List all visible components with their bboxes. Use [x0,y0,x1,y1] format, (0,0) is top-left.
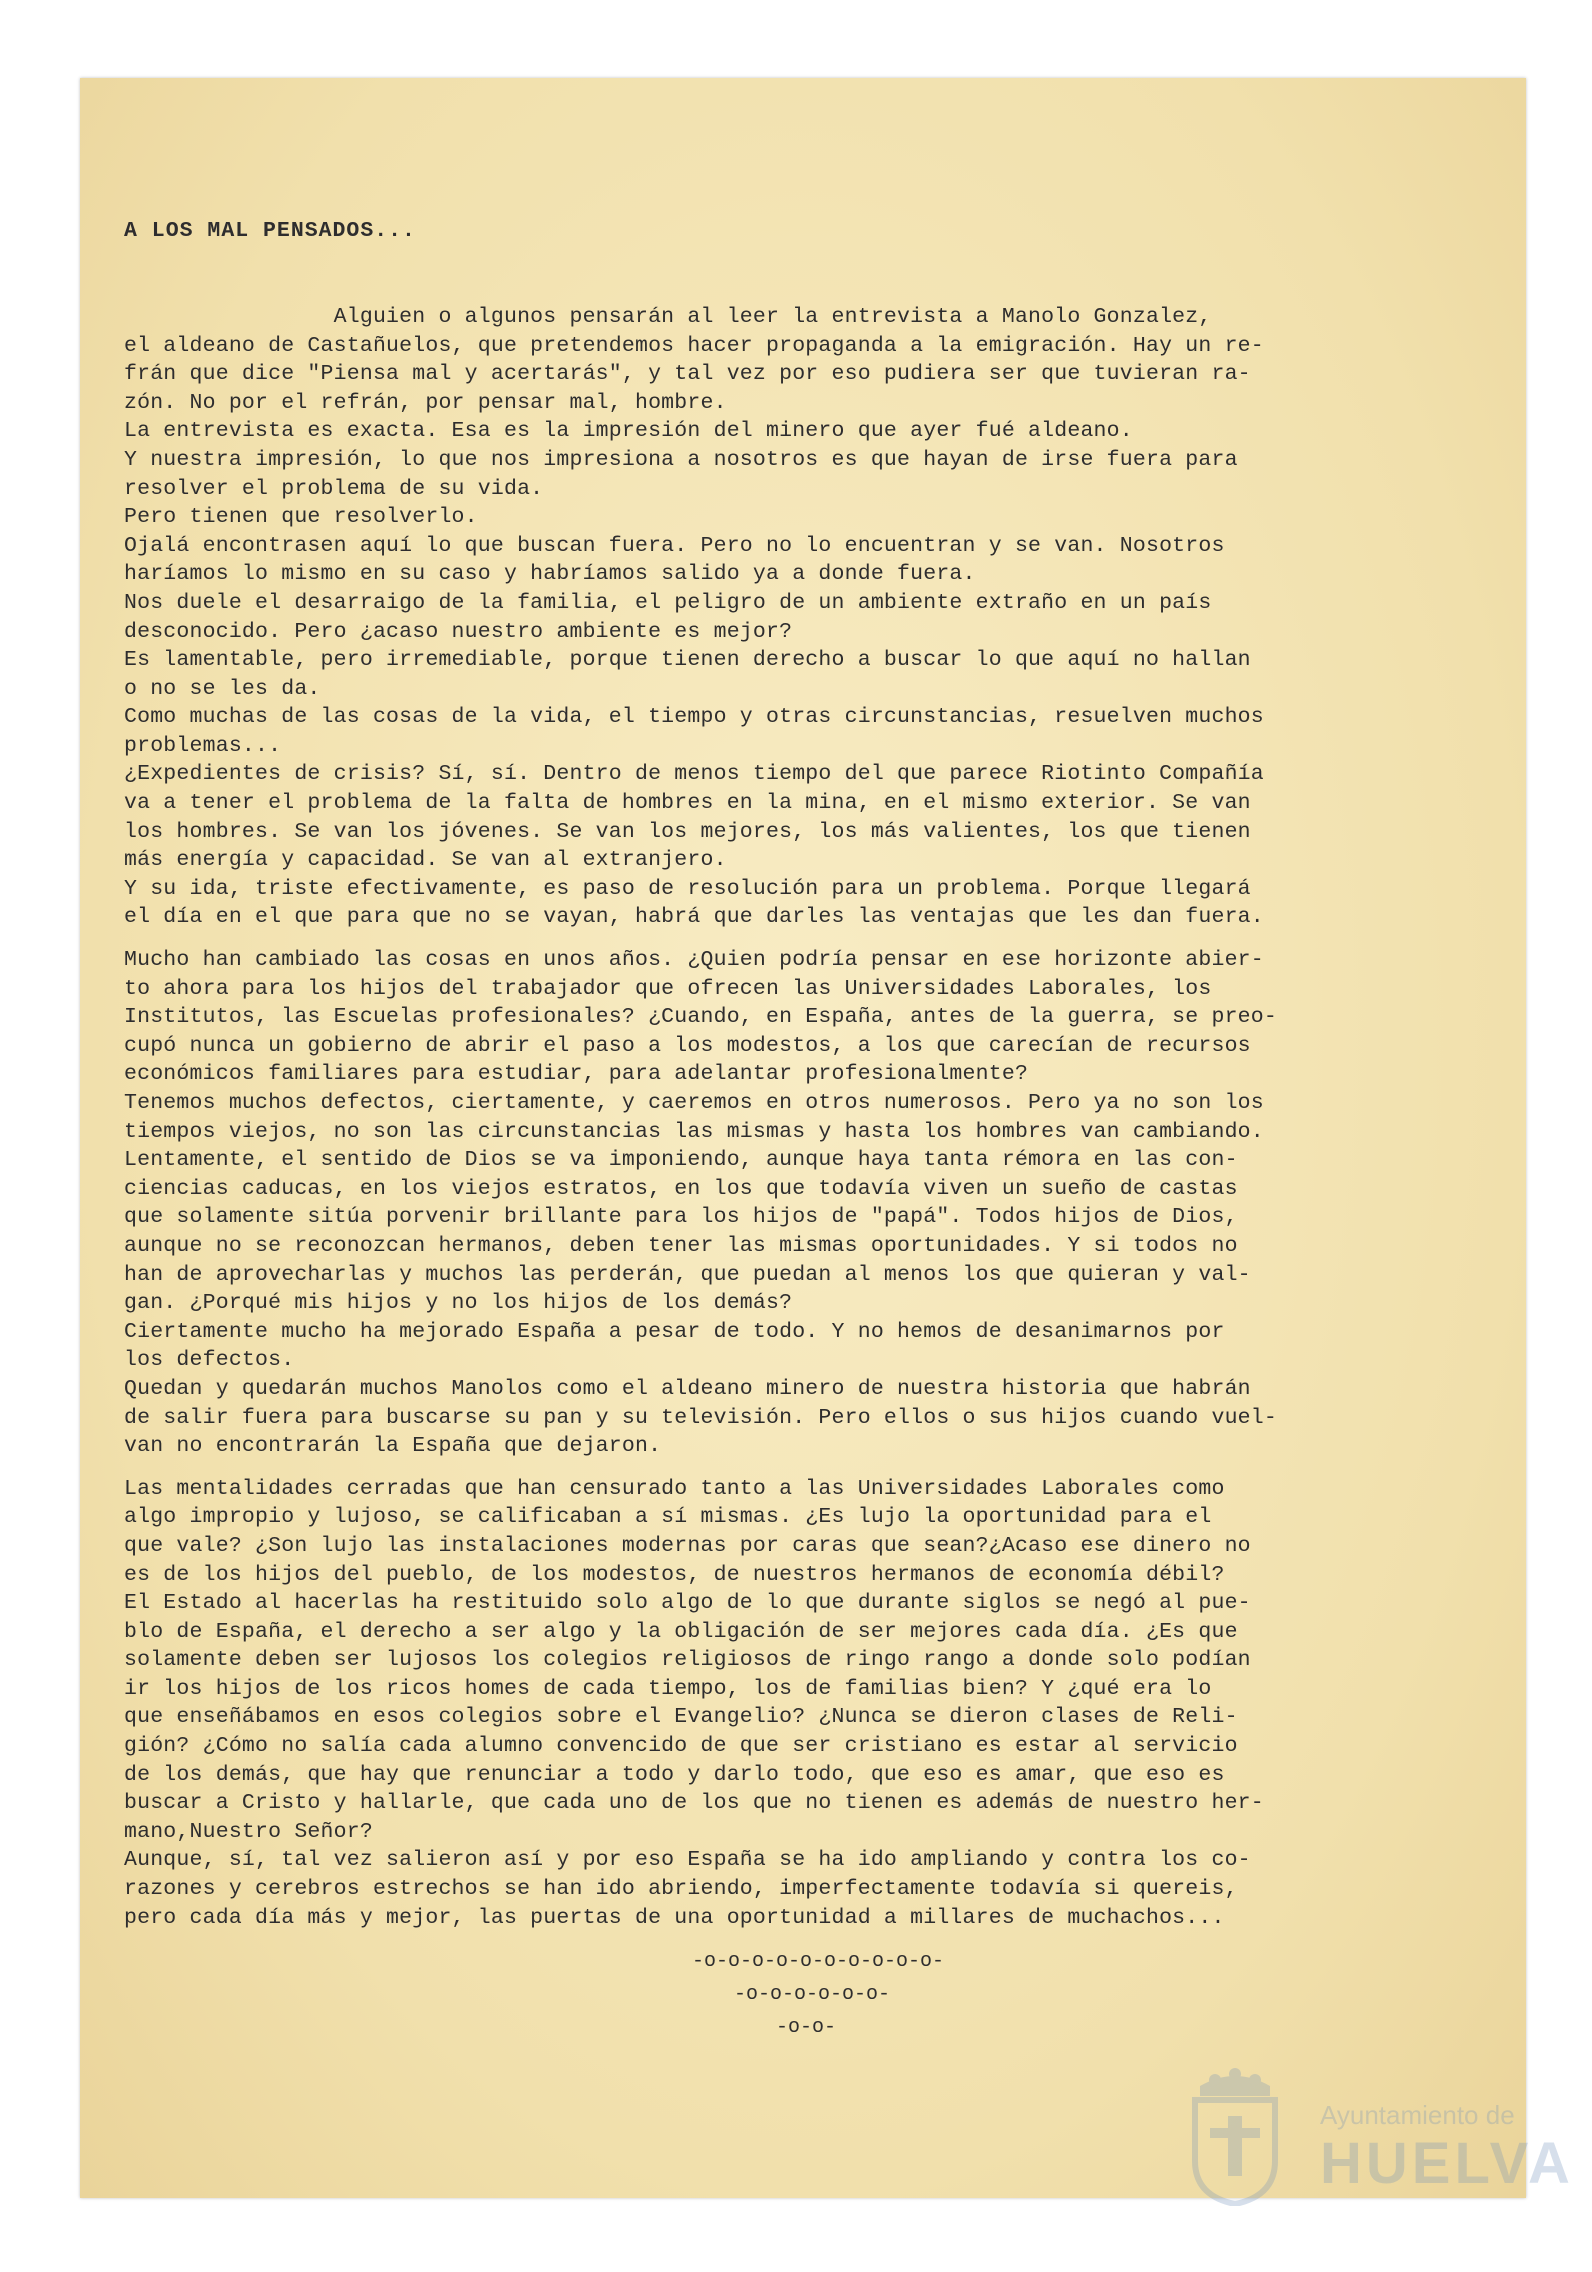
text-line: desconocido. Pero ¿acaso nuestro ambiente es mejor? [124,619,793,644]
text-line: problemas... [124,733,282,758]
text-line: ciencias caducas, en los viejos estratos, en los que todavía viven un sueño de castas [124,1176,1238,1201]
text-line: Pero tienen que resolverlo. [124,505,478,530]
text-line: Alguien o algunos pensarán al leer la entrevista a Manolo Gonzalez, [124,304,1212,329]
text-line: gión? ¿Cómo no salía cada alumno convencido de que ser cristiano es estar al servicio [124,1734,1238,1759]
text-line: mano,Nuestro Señor? [124,1819,373,1844]
text-line: Tenemos muchos defectos, ciertamente, y caeremos en otros numerosos. Pero ya no son los [124,1091,1264,1115]
text-line: solamente deben ser lujosos los colegios religiosos de ringo rango a donde solo podían [124,1648,1251,1673]
text-line: Aunque, sí, tal vez salieron así y por eso España se ha ido ampliando y contra los co- [124,1848,1251,1873]
text-line: Institutos, las Escuelas profesionales? ¿Cuando, en España, antes de la guerra, se preo- [124,1005,1277,1030]
text-line: ir los hijos de los ricos homes de cada tiempo, los de familias bien? Y ¿qué era lo [124,1676,1212,1701]
text-line: ¿Expedientes de crisis? Sí, sí. Dentro de menos tiempo del que parece Riotinto Compañía [124,762,1264,787]
text-line: va a tener el problema de la falta de hombres en la mina, en el mismo exterior. Se van [124,791,1251,816]
text-line: Y su ida, triste efectivamente, es paso de resolución para un problema. Porque llegará [124,876,1251,901]
text-line: buscar a Cristo y hallarle, que cada uno de los que no tienen es además de nuestro her- [124,1791,1264,1816]
watermark-line-1: Ayuntamiento de [1320,2100,1515,2130]
document-title: A LOS MAL PENSADOS... [124,219,416,244]
text-line: zón. No por el refrán, por pensar mal, hombre. [124,390,727,415]
coat-of-arms-icon [1180,2066,1290,2206]
text-line: Es lamentable, pero irremediable, porque tienen derecho a buscar lo que aquí no hallan [124,648,1251,673]
text-line: los defectos. [124,1348,295,1373]
text-line: Las mentalidades cerradas que han censurado tanto a las Universidades Laborales como [124,1476,1225,1501]
text-line: resolver el problema de su vida. [124,476,544,501]
text-line: blo de España, el derecho a ser algo y la obligación de ser mejores cada día. ¿Es que [124,1619,1238,1644]
text-line: Quedan y quedarán muchos Manolos como el aldeano minero de nuestra historia que habrán [124,1376,1251,1401]
text-line: económicos familiares para estudiar, para adelantar profesionalmente? [124,1062,1029,1087]
text-line: cupó nunca un gobierno de abrir el paso a los modestos, a los que carecían de recursos [124,1033,1251,1058]
text-line: que solamente sitúa porvenir brillante para los hijos de "papá". Todos hijos de Dios, [124,1205,1238,1230]
text-line: aunque no se reconozcan hermanos, deben tener las mismas oportunidades. Y si todos no [124,1233,1238,1258]
text-line: los hombres. Se van los jóvenes. Se van los mejores, los más valientes, los que tienen [124,819,1251,844]
text-line: frán que dice "Piensa mal y acertarás", y tal vez por eso pudiera ser que tuvieran ra- [124,362,1251,387]
text-line [124,1461,1424,1475]
text-line: es de los hijos del pueblo, de los modestos, de nuestros hermanos de economía débil? [124,1562,1225,1587]
text-line: haríamos lo mismo en su caso y habríamos salido ya a donde fuera. [124,562,976,587]
text-line: que enseñábamos en esos colegios sobre el Evangelio? ¿Nunca se dieron clases de Reli- [124,1705,1238,1730]
text-line: gan. ¿Porqué mis hijos y no los hijos de los demás? [124,1291,793,1316]
text-line: La entrevista es exacta. Esa es la impresión del minero que ayer fué aldeano. [124,419,1133,444]
text-line: Mucho han cambiado las cosas en unos años. ¿Quien podría pensar en ese horizonte abier- [124,948,1264,973]
text-line: Y nuestra impresión, lo que nos impresiona a nosotros es que hayan de irse fuera para [124,447,1238,472]
watermark-line-2: HUELVA [1320,2131,1574,2196]
text-line: Nos duele el desarraigo de la familia, el peligro de un ambiente extraño en un país [124,590,1212,615]
text-line: el aldeano de Castañuelos, que pretendemos hacer propaganda a la emigración. Hay un re- [124,333,1264,358]
text-line [124,932,1424,946]
text-line: de salir fuera para buscarse su pan y su televisión. Pero ellos o sus hijos cuando vuel- [124,1405,1277,1430]
ayuntamiento-huelva-watermark [1180,2060,1574,2210]
text-line: van no encontrarán la España que dejaron. [124,1434,662,1459]
text-line: han de aprovecharlas y muchos las perderán, que puedan al menos los que quieran y val- [124,1262,1251,1287]
text-line: Ciertamente mucho ha mejorado España a pesar de todo. Y no hemos de desanimarnos por [124,1319,1225,1344]
text-line: que vale? ¿Son lujo las instalaciones modernas por caras que sean?¿Acaso ese dinero no [124,1533,1251,1558]
document-lines [124,303,1424,1932]
text-line: de los demás, que hay que renunciar a todo y darlo todo, que eso es amar, que eso es [124,1762,1225,1787]
separator-line-3: -o-o- [776,2016,837,2039]
text-line: o no se les da. [124,676,321,701]
separator-line-1: -o-o-o-o-o-o-o-o-o-o- [692,1950,945,1973]
document-body [124,160,1424,1961]
text-line: Ojalá encontrasen aquí lo que buscan fuera. Pero no lo encuentran y se van. Nosotros [124,533,1225,558]
text-line: pero cada día más y mejor, las puertas de una oportunidad a millares de muchachos... [124,1905,1225,1930]
text-line: razones y cerebros estrechos se han ido abriendo, imperfectamente todavía si quereis, [124,1877,1238,1902]
text-line: tiempos viejos, no son las circunstancias las mismas y hasta los hombres van cambiando. [124,1119,1264,1144]
text-line: algo impropio y lujoso, se calificaban a sí mismas. ¿Es lujo la oportunidad para el [124,1505,1212,1530]
text-line: el día en el que para que no se vayan, habrá que darles las ventajas que les dan fuera. [124,905,1264,930]
separator-line-2: -o-o-o-o-o-o- [734,1983,891,2006]
text-line: El Estado al hacerlas ha restituido solo algo de lo que durante siglos se negó al pue- [124,1591,1251,1616]
text-line: más energía y capacidad. Se van al extranjero. [124,848,727,873]
text-line: Lentamente, el sentido de Dios se va imponiendo, aunque haya tanta rémora en las con- [124,1148,1238,1173]
text-line: Como muchas de las cosas de la vida, el tiempo y otras circunstancias, resuelven muchos [124,705,1264,730]
text-line: to ahora para los hijos del trabajador que ofrecen las Universidades Laborales, los [124,976,1212,1001]
